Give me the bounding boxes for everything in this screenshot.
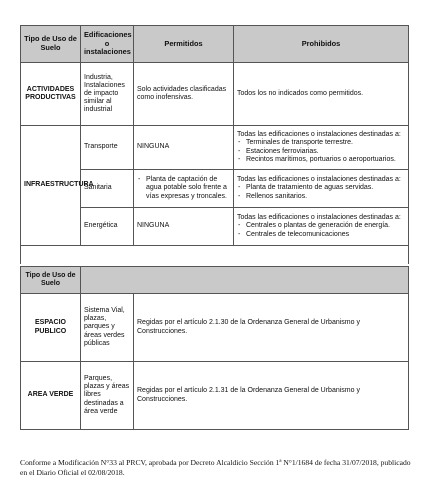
tipo-espacio-publico: ESPACIO PUBLICO bbox=[21, 294, 81, 362]
list-item: - Rellenos sanitarios. bbox=[237, 193, 405, 201]
header-permitidos: Permitidos bbox=[134, 26, 234, 63]
table-row bbox=[21, 294, 409, 362]
desc-espacio-publico: Regidas por el artículo 2.1.30 de la Ordenanza General de Urbanismo y Construcciones. bbox=[134, 294, 409, 362]
header-prohibidos: Prohibidos bbox=[234, 26, 409, 63]
list-item: - Centrales de telecomunicaciones bbox=[237, 231, 405, 239]
edif-transporte: Transporte bbox=[81, 126, 134, 170]
table-row bbox=[21, 126, 409, 170]
edif-sanitaria: Sanitaria bbox=[81, 170, 134, 208]
list-item: - Planta de captación de agua potable solo frente a vías expresas y troncales. bbox=[137, 176, 230, 200]
perm-energetica: NINGUNA bbox=[134, 208, 234, 246]
proh-intro: Todas las edificaciones o instalaciones destinadas a: bbox=[237, 131, 401, 139]
table-row bbox=[21, 362, 409, 430]
proh-productivas: Todos los no indicados como permitidos. bbox=[234, 63, 409, 126]
list-item: - Centrales o plantas de generación de energía. bbox=[237, 222, 405, 230]
list-item: - Terminales de transporte terrestre. bbox=[237, 139, 405, 147]
perm-productivas: Solo actividades clasificadas como inofensivas. bbox=[134, 63, 234, 126]
header-tipo-uso: Tipo de Uso de Suelo bbox=[21, 26, 81, 63]
desc-area-verde: Regidas por el artículo 2.1.31 de la Ordenanza General de Urbanismo y Construcciones. bbox=[134, 362, 409, 430]
edif-industria: Industria, Instalaciones de impacto similar al industrial bbox=[81, 63, 134, 126]
spacer-cell bbox=[21, 246, 409, 264]
edif-espacio-publico: Sistema Vial, plazas, parques y áreas verdes públicas bbox=[81, 294, 134, 362]
edif-energetica: Energética bbox=[81, 208, 134, 246]
list-item: - Recintos marítimos, portuarios o aeroportuarios. bbox=[237, 156, 405, 164]
table-header-row bbox=[21, 267, 409, 294]
tipo-infraestructura: INFRAESTRUCTURA bbox=[21, 126, 81, 246]
proh-energetica bbox=[234, 208, 409, 246]
proh-list bbox=[237, 139, 405, 163]
table-spacer-row bbox=[21, 246, 409, 264]
perm-transporte: NINGUNA bbox=[134, 126, 234, 170]
land-use-table bbox=[20, 25, 409, 264]
header-edificaciones: Edificaciones o instalaciones bbox=[81, 26, 134, 63]
proh-transporte bbox=[234, 126, 409, 170]
tipo-actividades-productivas: ACTIVIDADES PRODUCTIVAS bbox=[21, 63, 81, 126]
tipo-area-verde: AREA VERDE bbox=[21, 362, 81, 430]
proh-sanitaria bbox=[234, 170, 409, 208]
proh-list bbox=[237, 184, 405, 200]
list-item: - Estaciones ferroviarias. bbox=[237, 148, 405, 156]
header-tipo-uso-2: Tipo de Uso de Suelo bbox=[21, 267, 81, 294]
perm-sanitaria bbox=[134, 170, 234, 208]
public-space-table bbox=[20, 266, 409, 430]
table-row bbox=[21, 63, 409, 126]
table-header-row bbox=[21, 26, 409, 63]
perm-list bbox=[137, 176, 230, 200]
footer-note: Conforme a Modificación N°33 al PRCV, aprobada por Decreto Alcaldicio Sección 1ª N°1/1684 de fecha 31/07/2018, publicado en el Diario Oficial el 02/08/2018. bbox=[20, 458, 411, 477]
list-item: - Planta de tratamiento de aguas servidas. bbox=[237, 184, 405, 192]
header-blank bbox=[81, 267, 409, 294]
edif-area-verde: Parques, plazas y áreas libres destinadas a área verde bbox=[81, 362, 134, 430]
proh-intro: Todas las edificaciones o instalaciones destinadas a: bbox=[237, 176, 401, 184]
proh-list bbox=[237, 222, 405, 238]
proh-intro: Todas las edificaciones o instalaciones destinadas a: bbox=[237, 214, 401, 222]
